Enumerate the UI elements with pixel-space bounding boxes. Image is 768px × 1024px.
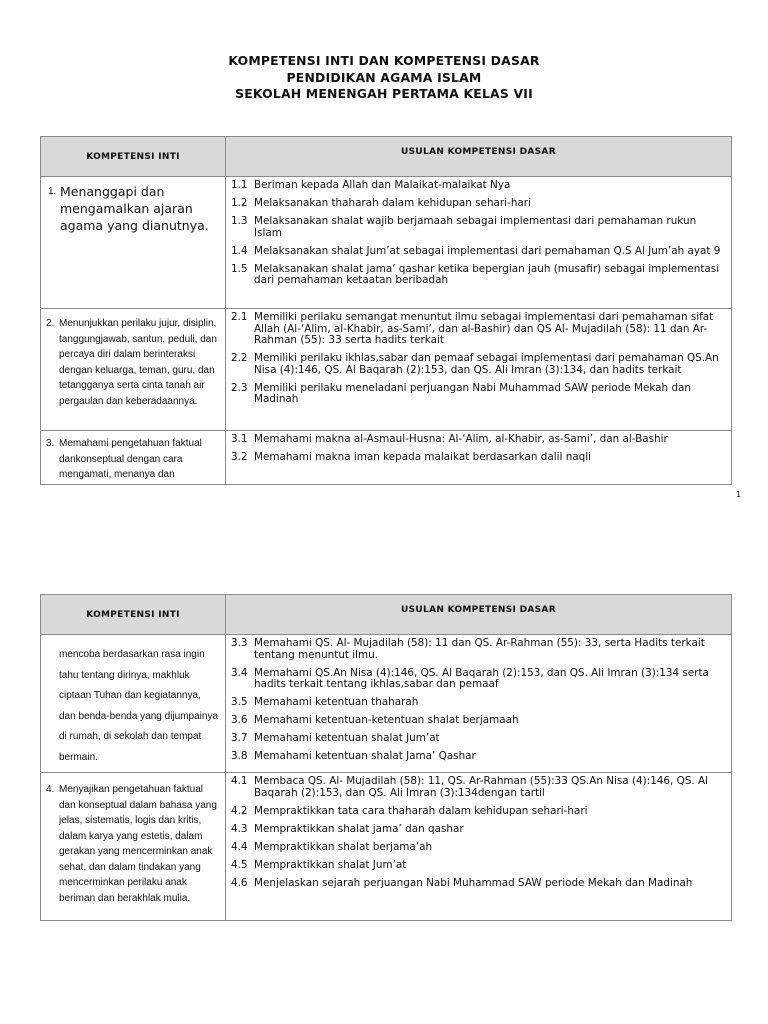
kd-number: 1.4 bbox=[231, 244, 248, 257]
kd-number: 1.1 bbox=[231, 179, 248, 191]
kd-item bbox=[231, 383, 726, 406]
kd-item bbox=[231, 878, 726, 890]
header-kompetensi-inti: KOMPETENSI INTI bbox=[41, 137, 226, 177]
kd-item bbox=[231, 353, 726, 376]
ki-text: Memahami pengetahuan faktual dankonseptual dengan cara mengamati, menanya dan bbox=[59, 438, 202, 480]
ki-cell bbox=[41, 309, 226, 431]
kd-text: Mempraktikkan shalat jama’ dan qashar bbox=[254, 822, 464, 835]
header-kompetensi-dasar: USULAN KOMPETENSI DASAR bbox=[226, 595, 732, 635]
ki-cell bbox=[41, 431, 226, 485]
kd-cell bbox=[226, 309, 732, 431]
kd-item bbox=[231, 842, 726, 854]
kd-text: Memahami makna iman kepada malaikat berdasarkan dalil naqli bbox=[254, 450, 592, 463]
kd-number: 4.6 bbox=[231, 876, 248, 889]
kd-number: 3.6 bbox=[231, 714, 248, 727]
kd-item bbox=[231, 733, 726, 745]
kd-text: Melaksanakan shalat Jum’at sebagai implementasi dari pemahaman Q.S Al Jum’ah ayat 9 bbox=[254, 244, 721, 257]
kd-text: Memiliki perilaku semangat menuntut ilmu sebagai implementasi dari pemahaman sifat Allah (Al-‘Alim, al-Khabir, as-Sami’, dan al-Bashir) dan QS Al- Mujadilah (58): 11 dan Ar-Rahman (55): 33 serta hadits terkait bbox=[254, 311, 714, 347]
kd-text: Memahami ketentuan thaharah bbox=[254, 696, 419, 709]
ki-number: 2. bbox=[46, 318, 55, 329]
kd-text: Mempraktikkan shalat berjama’ah bbox=[254, 840, 433, 853]
kd-text: Memahami ketentuan shalat Jum’at bbox=[254, 732, 440, 745]
kd-item bbox=[231, 216, 726, 239]
kd-item bbox=[231, 824, 726, 836]
kd-text: Menjelaskan sejarah perjuangan Nabi Muhammad SAW periode Mekah dan Madinah bbox=[254, 876, 693, 889]
kd-item bbox=[231, 180, 726, 192]
kd-number: 4.2 bbox=[231, 804, 248, 817]
kd-number: 3.3 bbox=[231, 637, 248, 649]
kd-item bbox=[231, 246, 726, 258]
kd-number: 3.1 bbox=[231, 433, 248, 445]
competency-table-page-2 bbox=[40, 594, 732, 921]
kd-number: 4.4 bbox=[231, 840, 248, 853]
ki-cell bbox=[41, 635, 226, 773]
title-line-3: SEKOLAH MENENGAH PERTAMA KELAS VII bbox=[235, 86, 533, 101]
kd-item bbox=[231, 434, 726, 446]
kd-text: Beriman kepada Allah dan Malaikat-malaikat Nya bbox=[254, 179, 511, 191]
kd-item bbox=[231, 312, 726, 347]
kd-text: Melaksanakan shalat wajib berjamaah sebagai implementasi dari pemahaman rukun Islam bbox=[254, 214, 697, 239]
table-row bbox=[41, 773, 732, 921]
table-row bbox=[41, 431, 732, 485]
kd-cell bbox=[226, 635, 732, 773]
header-kompetensi-inti: KOMPETENSI INTI bbox=[41, 595, 226, 635]
kd-text: Melaksanakan shalat jama’ qashar ketika bepergian jauh (musafir) sebagai implementasi dari pemahaman ketaatan beribadah bbox=[254, 262, 720, 287]
kd-cell bbox=[226, 177, 732, 309]
kd-number: 1.3 bbox=[231, 214, 248, 227]
kd-number: 2.1 bbox=[231, 311, 248, 323]
ki-number: 1. bbox=[48, 186, 57, 197]
kd-item bbox=[231, 697, 726, 709]
page-number: 1 bbox=[736, 490, 742, 499]
kd-text: Mempraktikkan shalat Jum’at bbox=[254, 858, 407, 871]
kd-number: 3.8 bbox=[231, 750, 248, 763]
title-line-1: KOMPETENSI INTI DAN KOMPETENSI DASAR bbox=[228, 53, 540, 68]
kd-item bbox=[231, 751, 726, 763]
ki-cell bbox=[41, 177, 226, 309]
kd-number: 3.7 bbox=[231, 732, 248, 745]
ki-cell bbox=[41, 773, 226, 921]
table-row bbox=[41, 635, 732, 773]
kd-item bbox=[231, 264, 726, 287]
kd-item bbox=[231, 452, 726, 464]
kd-text: Memahami QS.An Nisa (4):146, QS. Al Baqarah (2):153, dan QS. Ali Imran (3):134 serta hadits terkait tentang ikhlas,sabar dan pemaaf bbox=[254, 666, 709, 691]
kd-number: 2.2 bbox=[231, 352, 248, 365]
ki-text: Menanggapi dan mengamalkan ajaran agama yang dianutnya. bbox=[60, 184, 209, 233]
kd-number: 4.3 bbox=[231, 822, 248, 835]
kd-cell bbox=[226, 431, 732, 485]
kd-item bbox=[231, 776, 726, 799]
kd-item bbox=[231, 806, 726, 818]
title-line-2: PENDIDIKAN AGAMA ISLAM bbox=[286, 69, 482, 85]
kd-text: Memahami makna al-Asmaul-Husna: Al-‘Alim, al-Khabir, as-Sami’, dan al-Bashir bbox=[254, 433, 668, 445]
kd-text: Melaksanakan thaharah dalam kehidupan sehari-hari bbox=[254, 196, 531, 209]
kd-number: 1.2 bbox=[231, 196, 248, 209]
kd-number: 3.4 bbox=[231, 666, 248, 679]
kd-number: 4.5 bbox=[231, 858, 248, 871]
ki-text: Menunjukkan perilaku jujur, disiplin, tanggungjawab, santun, peduli, dan percaya diri dalam berinteraksi dengan keluarga, teman, guru, dan tetangganya serta cinta tanah air pergaulan dan keberadaannya. bbox=[59, 318, 217, 407]
kd-number: 3.5 bbox=[231, 696, 248, 709]
table-row bbox=[41, 309, 732, 431]
table-row bbox=[41, 177, 732, 309]
kd-cell bbox=[226, 773, 732, 921]
kd-text: Memahami ketentuan shalat Jama’ Qashar bbox=[254, 750, 476, 763]
kd-item bbox=[231, 638, 726, 661]
kd-number: 4.1 bbox=[231, 775, 248, 787]
competency-table-page-1 bbox=[40, 136, 732, 485]
ki-text: Menyajikan pengetahuan faktual dan konseptual dalam bahasa yang jelas, sistematis, logis dan kritis, dalam karya yang estetis, dalam gerakan yang mencerminkan anak sehat, dan dalam tindakan yang mencerminkan perilaku anak beriman dan berakhlak mulia. bbox=[59, 784, 217, 904]
kd-text: Memiliki perilaku ikhlas,sabar dan pemaaf sebagai implementasi dari pemahaman QS.An Nisa (4):146, QS. Al Baqarah (2):153, dan QS. Ali Imran (3):134, dan hadits terkait bbox=[254, 352, 719, 376]
kd-item bbox=[231, 715, 726, 727]
kd-item bbox=[231, 198, 726, 210]
ki-number: 3. bbox=[46, 438, 55, 449]
kd-text: Mempraktikkan tata cara thaharah dalam kehidupan sehari-hari bbox=[254, 804, 588, 817]
document-title bbox=[0, 53, 768, 103]
kd-number: 3.2 bbox=[231, 450, 248, 463]
kd-text: Memahami QS. Al- Mujadilah (58): 11 dan QS. Ar-Rahman (55): 33, serta Hadits terkait tentang menuntut ilmu. bbox=[254, 637, 705, 661]
kd-text: Membaca QS. Al- Mujadilah (58): 11, QS. Ar-Rahman (55):33 QS.An Nisa (4):146, QS. Al Baqarah (2):153, dan QS. Ali Imran (3):134dengan tartil bbox=[254, 775, 709, 799]
kd-item bbox=[231, 860, 726, 872]
kd-number: 2.3 bbox=[231, 381, 248, 394]
header-kompetensi-dasar: USULAN KOMPETENSI DASAR bbox=[226, 137, 732, 177]
kd-text: Memahami ketentuan-ketentuan shalat berjamaah bbox=[254, 714, 519, 727]
kd-text: Memiliki perilaku meneladani perjuangan Nabi Muhammad SAW periode Mekah dan Madinah bbox=[254, 381, 691, 406]
kd-number: 1.5 bbox=[231, 262, 248, 275]
ki-number: 4. bbox=[46, 784, 55, 795]
kd-item bbox=[231, 668, 726, 691]
ki-text: mencoba berdasarkan rasa ingin tahu tentang dirinya, makhluk ciptaan Tuhan dan kegiatannya, dan benda-benda yang dijumpainya di rumah, di sekolah dan tempat bermain. bbox=[59, 649, 219, 763]
